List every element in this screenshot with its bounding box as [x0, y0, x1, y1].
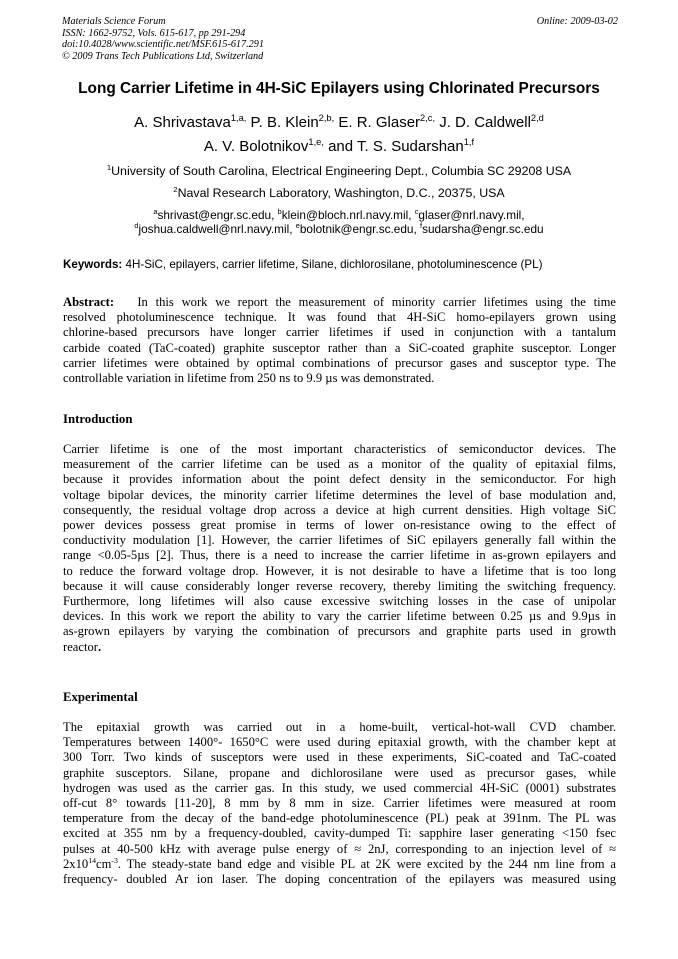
journal-name: Materials Science Forum — [62, 16, 166, 27]
email: shrivast@engr.sc.edu, — [157, 208, 278, 222]
affiliation-2 — [40, 186, 638, 200]
abstract-line: chlorine-based precursors have longer carrier lifetimes if used in conjunction with a tantalum — [63, 325, 616, 340]
body-text: cm — [95, 856, 112, 871]
body-line: conductivity modulation [1]. However, the carrier lifetimes of SiC epilayers generally fall within the — [63, 533, 616, 548]
issn-line: ISSN: 1662-9752, Vols. 615-617, pp 291-294 — [62, 27, 246, 39]
abstract-label: Abstract: — [63, 295, 115, 309]
author-sup: 2,c, — [420, 113, 436, 123]
author: A. V. Bolotnikov — [203, 138, 309, 155]
author: J. D. Caldwell — [435, 114, 531, 131]
body-text: 2x10 — [63, 856, 89, 871]
emails-line-1 — [40, 208, 638, 222]
body-line: Furthermore, long lifetimes will also cause excessive switching losses in the case of unipolar — [63, 594, 616, 609]
authors-line-1 — [40, 114, 638, 131]
body-line: Temperatures between 1400°- 1650°C were used during epitaxial growth, with the chamber kept at — [63, 735, 616, 750]
body-line: hydrogen was used as the carrier gas. In this study, we used commercial 4H-SiC (0001) substrates — [63, 780, 616, 795]
authors-line-2 — [40, 138, 638, 155]
body-line — [63, 857, 616, 872]
body-line: as-grown epilayers by varying the combination of precursors and graphite parts used in growth — [63, 624, 616, 639]
affiliation-text: University of South Carolina, Electrical Engineering Dept., Columbia SC 29208 USA — [111, 164, 572, 178]
email-sup: f — [420, 221, 423, 231]
body-line: off-cut 8° towards [11-20], 8 mm by 8 mm in size. Carrier lifetimes were measured at room — [63, 796, 616, 811]
experimental-heading: Experimental — [63, 690, 138, 704]
body-line: consequently, the residual voltage drop across a device at high current densities. High voltage SiC — [63, 502, 616, 517]
keywords-label: Keywords: — [63, 258, 123, 271]
doi-line: doi:10.4028/www.scientific.net/MSF.615-617.291 — [62, 39, 264, 51]
email-sup: e — [295, 221, 300, 231]
author: A. Shrivastava — [134, 114, 231, 131]
body-line: because it will cause considerably longer reverse recovery, thereby limiting the switching frequency. — [63, 578, 616, 593]
body-line: range <0.05-5µs [2]. Thus, there is a need to increase the carrier lifetime in as-grown epilayers and — [63, 548, 616, 563]
keywords — [63, 258, 619, 271]
experimental-body — [63, 720, 616, 887]
body-line: devices. In this work we report the ability to vary the carrier lifetime between 0.25 µs and 9.9µs in — [63, 609, 616, 624]
body-line: power devices possess great promise in terms of lower on-resistance owing to the effect of — [63, 518, 616, 533]
affiliation-sup: 2 — [173, 184, 178, 194]
emails-line-2 — [40, 222, 638, 236]
author: and T. S. Sudarshan — [323, 138, 464, 155]
body-sup: 14 — [88, 855, 96, 865]
abstract-line: carrier lifetimes were obtained by optimal combinations of precursor gases and susceptor type. The — [63, 355, 616, 370]
abstract-line: resolved photoluminescence technique. It was found that 4H-SiC homo-epilayers grown using — [63, 310, 616, 325]
abstract-line — [63, 295, 616, 310]
affiliation-sup: 1 — [106, 162, 112, 172]
abstract-text: In this work we report the measurement of minority carrier lifetimes using the time — [114, 295, 616, 309]
email-sup: d — [134, 221, 139, 231]
abstract-line: controllable variation in lifetime from 250 ns to 9.9 µs was demonstrated. — [63, 371, 435, 386]
body-line: 300 Torr. Two kinds of susceptors were used in these experiments, SiC-coated and TaC-coated — [63, 750, 616, 765]
body-line: voltage bipolar devices, the minority carrier lifetime determines the level of base modulation and, — [63, 487, 616, 502]
author-sup: 1,e, — [308, 137, 324, 147]
email: sudarsha@engr.sc.edu — [422, 222, 544, 236]
body-text: . The steady-state band edge and visible PL at 2K were excited by the 244 nm line from a — [117, 856, 616, 871]
affiliation-1 — [40, 164, 638, 178]
body-line: The epitaxial growth was carried out in a home-built, vertical-hot-wall CVD chamber. — [63, 720, 616, 734]
author: P. B. Klein — [246, 114, 319, 131]
email: joshua.caldwell@nrl.navy.mil, — [138, 222, 296, 236]
introduction-heading: Introduction — [63, 412, 133, 426]
email: bolotnik@engr.sc.edu, — [299, 222, 421, 236]
keywords-text: 4H-SiC, epilayers, carrier lifetime, Silane, dichlorosilane, photoluminescence (PL) — [125, 258, 543, 271]
body-line: measurement of the carrier lifetime can be used as a monitor of the quality of epitaxial films, — [63, 457, 616, 472]
body-line: because it provides information about the point defect density in the semiconductor. For high — [63, 472, 616, 487]
author-sup: 2,d — [530, 113, 544, 123]
email: glaser@nrl.navy.mil, — [418, 208, 525, 222]
body-line — [63, 640, 616, 655]
abstract — [63, 295, 616, 386]
author: E. R. Glaser — [334, 114, 421, 131]
body-line: Carrier lifetime is one of the most important characteristics of semiconductor devices. The — [63, 442, 616, 456]
body-sup: -3 — [111, 855, 118, 865]
body-text: reactor — [63, 639, 98, 654]
email-sup: b — [277, 207, 282, 217]
body-line: graphite susceptors. Silane, propane and dichlorosilane were used as precursor gases, while — [63, 765, 616, 780]
copyright-line: © 2009 Trans Tech Publications Ltd, Switzerland — [62, 50, 264, 62]
online-date: Online: 2009-03-02 — [536, 16, 618, 27]
body-line: to reduce the forward voltage drop. However, it is not desirable to have a lifetime that is too long — [63, 563, 616, 578]
email-sup: c — [414, 207, 419, 217]
body-line: excited at 355 nm by a frequency-doubled, cavity-dumped Ti: sapphire laser generating <150 fsec — [63, 826, 616, 841]
affiliation-text: Naval Research Laboratory, Washington, D.C., 20375, USA — [177, 186, 505, 200]
body-punct: . — [97, 639, 102, 654]
abstract-line: carbide coated (TaC-coated) graphite susceptor rather than a SiC-coated graphite susceptor. Longer — [63, 340, 616, 355]
author-sup: 2,b, — [318, 113, 335, 123]
author-sup: 1,a, — [230, 113, 247, 123]
author-sup: 1,f — [463, 137, 475, 147]
email-sup: a — [153, 207, 158, 217]
paper-title: Long Carrier Lifetime in 4H-SiC Epilayers using Chlorinated Precursors — [78, 80, 600, 97]
body-line: frequency- doubled Ar ion laser. The doping concentration of the epilayers was measured using — [63, 872, 616, 887]
introduction-body — [63, 442, 616, 655]
email: klein@bloch.nrl.navy.mil, — [281, 208, 415, 222]
body-line: pulses at 40-500 kHz with average pulse energy of ≈ 2nJ, corresponding to an injection level of ≈ — [63, 841, 616, 856]
journal-header — [62, 16, 618, 62]
body-line: temperature from the decay of the band-edge photoluminescence (PL) peak at 391nm. The PL was — [63, 811, 616, 826]
